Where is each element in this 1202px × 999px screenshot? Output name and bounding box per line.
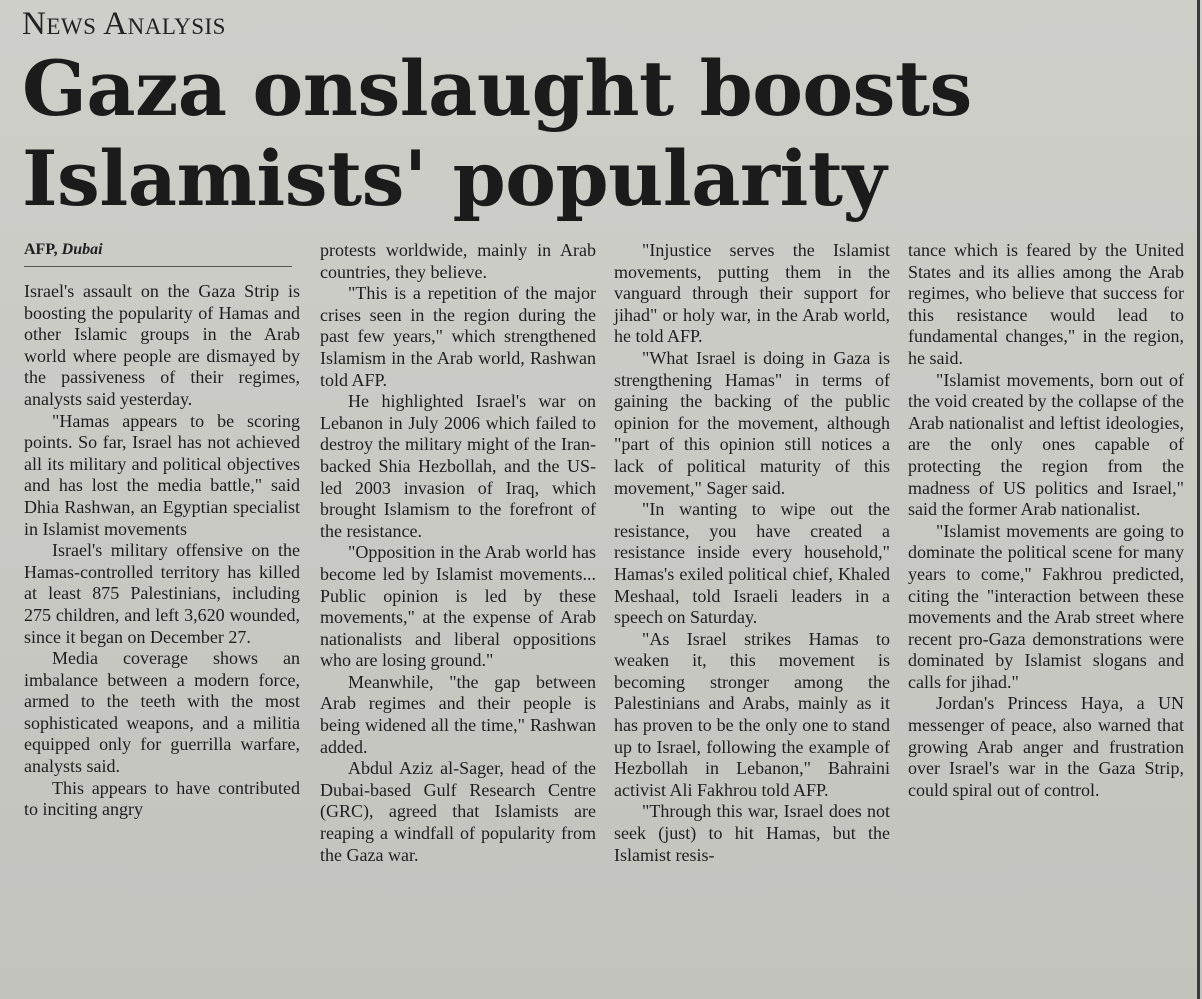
article-paragraph: "Islamist movements, born out of the void created by the collapse of the Arab nationalist and leftist ideologies, are the only ones capable of protecting the region from the madness of US politics and Israel," said the former Arab nationalist.	[908, 369, 1184, 520]
article-paragraph: "This is a repetition of the major crises seen in the region during the past few years," which strengthened Islamism in the Arab world, Rashwan told AFP.	[320, 283, 596, 390]
article-paragraph: Media coverage shows an imbalance between a modern force, armed to the teeth with the most sophisticated weapons, and a militia equipped only for guerrilla warfare, analysts said.	[24, 648, 300, 777]
article-paragraph: Jordan's Princess Haya, a UN messenger of peace, also warned that growing Arab anger and frustration over Israel's war in the Gaza Strip, could spiral out of control.	[908, 693, 1184, 800]
article-paragraph: He highlighted Israel's war on Lebanon in July 2006 which failed to destroy the military might of the Iran-backed Shia Hezbollah, and the US-led 2003 invasion of Iraq, which brought Islamism to the forefront of the resistance.	[320, 391, 596, 541]
article-column-3	[614, 240, 890, 866]
article-paragraph: "Injustice serves the Islamist movements, putting them in the vanguard through their support for jihad" or holy war, in the Arab world, he told AFP.	[614, 240, 890, 347]
article-column-2	[320, 240, 596, 866]
article-headline: Gaza onslaught boosts Islamists' popularity	[22, 44, 972, 223]
article-paragraph: "Islamist movements are going to dominate the political scene for many years to come," Fakhrou predicted, citing the "interaction between these movements and the Arab street where recent pro-Gaza demonstrations were dominated by Islamist slogans and calls for jihad."	[908, 520, 1184, 692]
article-paragraph: tance which is feared by the United States and its allies among the Arab regimes, who believe that success for this resistance would lead to fundamental changes," in the region, he said.	[908, 240, 1184, 368]
column-rule	[1197, 0, 1200, 999]
byline-place: Dubai	[61, 241, 103, 258]
article-paragraph: Israel's assault on the Gaza Strip is boosting the popularity of Hamas and other Islamic groups in the Arab world where people are dismayed by the passiveness of their regimes, analysts said yesterday.	[24, 281, 300, 409]
article-paragraph: Israel's military offensive on the Hamas-controlled territory has killed at least 875 Palestinians, including 275 children, and left 3,620 wounded, since it began on December 27.	[24, 540, 300, 647]
article-column-1	[24, 240, 300, 821]
article-paragraph: "Opposition in the Arab world has become led by Islamist movements... Public opinion is led by these movements," at the expense of Arab nationalists and liberal oppositions who are losing ground."	[320, 542, 596, 671]
article-column-4	[908, 240, 1184, 801]
article-paragraph: Meanwhile, "the gap between Arab regimes and their people is being widened all the time," Rashwan added.	[320, 671, 596, 757]
byline	[24, 240, 292, 267]
section-kicker: News Analysis	[22, 6, 226, 42]
article-paragraph: "In wanting to wipe out the resistance, you have created a resistance inside every household," Hamas's exiled political chief, Khaled Meshaal, told Israeli leaders in a speech on Saturday.	[614, 499, 890, 628]
article-paragraph: "What Israel is doing in Gaza is strengthening Hamas" in terms of gaining the backing of the public opinion for the movement, although "part of this opinion still notices a lack of political maturity of this movement," Sager said.	[614, 347, 890, 498]
article-paragraph: "As Israel strikes Hamas to weaken it, this movement is becoming stronger among the Palestinians and Arabs, mainly as it has proven to be the only one to stand up to Israel, following the example of Hezbollah in Lebanon," Bahraini activist Ali Fakhrou told AFP.	[614, 628, 890, 800]
byline-agency: AFP,	[24, 241, 58, 258]
article-paragraph: "Hamas appears to be scoring points. So far, Israel has not achieved all its military and political objectives and has lost the media battle," said Dhia Rashwan, an Egyptian specialist in Islamist movements	[24, 410, 300, 539]
article-paragraph: This appears to have contributed to inciting angry	[24, 777, 300, 820]
article-paragraph: protests worldwide, mainly in Arab countries, they believe.	[320, 240, 596, 282]
article-paragraph: Abdul Aziz al-Sager, head of the Dubai-based Gulf Research Centre (GRC), agreed that Islamists are reaping a windfall of popularity from the Gaza war.	[320, 758, 596, 865]
article-paragraph: "Through this war, Israel does not seek (just) to hit Hamas, but the Islamist resis-	[614, 801, 890, 865]
